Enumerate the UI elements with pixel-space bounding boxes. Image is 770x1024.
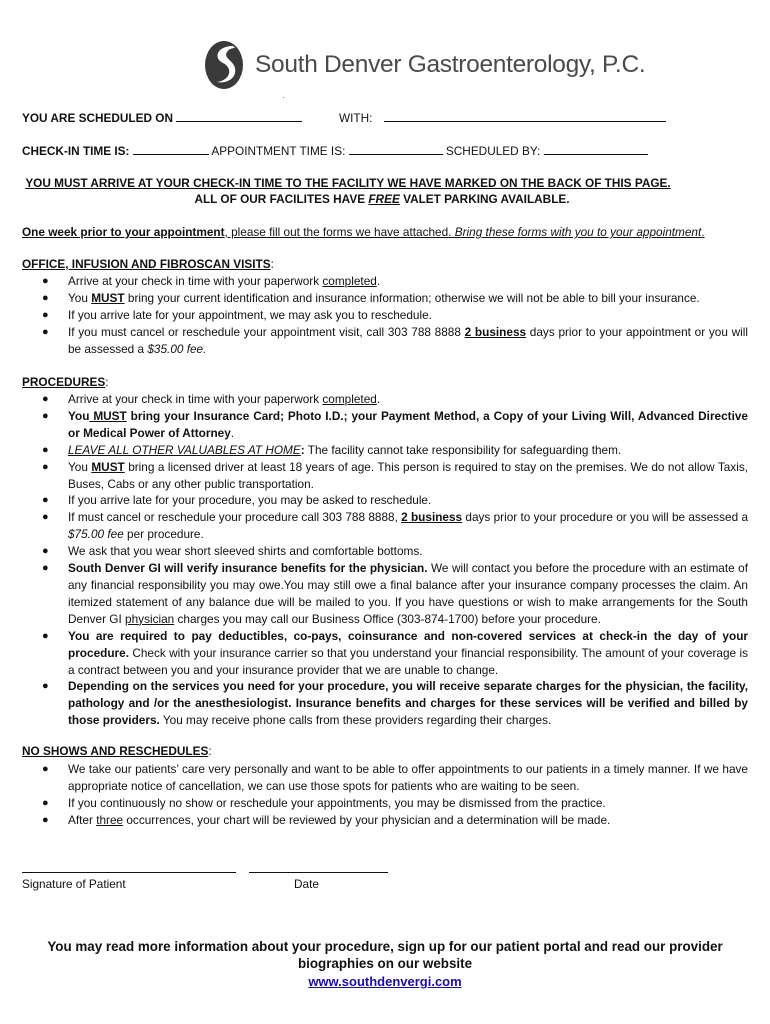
list-item: ● South Denver GI will verify insurance benefits for the physician. We will contact you before the procedure with an estimate of any financial responsibility you may owe.You may still owe a final balance after your insurance company processes the claim. An itemized statement of any balance due will be mailed to you. If you have questions or wish to make arrangements for the South Denver GI physician charges you may call our Business Office (303-874-1700) before your procedure. <box>42 561 748 626</box>
office-section-title <box>22 257 274 271</box>
list-item: ● You MUST bring a licensed driver at least 18 years of age. This person is required to stay on the premises. We do not allow Taxis, Buses, Cabs or any other public transportation. <box>42 459 748 491</box>
list-item: ● Arrive at your check in time with your paperwork completed. <box>42 392 381 406</box>
noshows-title-colon: : <box>208 744 212 758</box>
list-item: ● We ask that you wear short sleeved shirts and comfortable bottoms. <box>42 544 423 559</box>
date-line[interactable] <box>249 872 388 873</box>
procedures-list <box>22 391 748 729</box>
parking-notice-free: FREE <box>368 192 400 206</box>
noshows-list <box>22 761 748 829</box>
office-title-colon: : <box>270 257 274 271</box>
list-item: ● You MUST bring your current identification and insurance information; otherwise we will not be able to bill your insurance. <box>42 290 700 305</box>
with-label: WITH: <box>339 111 373 125</box>
website-link[interactable]: www.southdenvergi.com <box>308 974 462 989</box>
scheduled-on-row <box>22 110 302 125</box>
parking-notice <box>0 192 767 206</box>
week-prior-line <box>22 225 705 239</box>
list-item: ● Depending on the services you need for your procedure, you will receive separate charges for the physician, the facility, pathology and /or the anesthesiologist. Insurance benefits and charges for these services will be verified and billed by those providers. You may receive phone calls from these providers regarding their charges. <box>42 679 748 728</box>
checkin-label: CHECK-IN TIME IS: <box>22 144 130 158</box>
parking-notice-b: VALET PARKING AVAILABLE. <box>399 192 570 206</box>
footer-message: You may read more information about your procedure, sign up for our patient portal and read our provider biographies on our website <box>47 939 723 971</box>
week-prior-middle: , please fill out the forms we have attached. <box>224 225 455 239</box>
week-prior-end: . <box>701 225 705 239</box>
mark: . <box>282 90 285 100</box>
list-item: ● If you arrive late for your procedure, you may be asked to reschedule. <box>42 493 432 508</box>
list-item: ● If you must cancel or reschedule your appointment visit, call 303 788 8888 2 business days prior to your appointment or you will be assessed a $35.00 fee. <box>42 324 748 356</box>
procedures-section-title <box>22 375 109 389</box>
list-item: ● You MUST bring your Insurance Card; Photo I.D.; your Payment Method, a Copy of your Living Will, Advanced Directive or Medical Power of Attorney. <box>42 408 748 440</box>
scheduled-on-label: YOU ARE SCHEDULED ON <box>22 111 173 125</box>
patient-signature-line[interactable] <box>22 872 236 873</box>
appointment-field[interactable] <box>349 143 443 155</box>
patient-signature-label: Signature of Patient <box>22 877 126 891</box>
list-item: ● If must cancel or reschedule your procedure call 303 788 8888, 2 business days prior to your procedure or you will be assessed a $75.00 fee per procedure. <box>42 510 749 542</box>
list-item: ● You are required to pay deductibles, co-pays, coinsurance and non-covered services at check-in the day of your procedure. Check with your insurance carrier so that you understand your financial responsibility. The amount of your coverage is a contract between you and your insurance provider that we are unable to change. <box>42 628 748 677</box>
week-prior-lead: One week prior to your appointment <box>22 225 225 239</box>
times-row <box>22 143 648 158</box>
scheduled-on-field[interactable] <box>176 110 302 122</box>
with-field[interactable] <box>384 110 666 122</box>
arrive-notice: YOU MUST ARRIVE AT YOUR CHECK-IN TIME TO THE FACILITY WE HAVE MARKED ON THE BACK OF THIS PAGE. <box>25 176 671 190</box>
list-item: ● If you continuously no show or reschedule your appointments, you may be dismissed from the practice. <box>42 795 606 810</box>
procedures-title-text: PROCEDURES <box>22 375 106 389</box>
office-title-text: OFFICE, INFUSION AND FIBROSCAN VISITS <box>22 257 271 271</box>
logo-mark-icon <box>203 38 249 92</box>
appointment-label: APPOINTMENT TIME IS: <box>211 144 346 158</box>
parking-notice-a: ALL OF OUR FACILITES HAVE <box>194 192 369 206</box>
checkin-field[interactable] <box>133 143 209 155</box>
office-list <box>22 273 748 358</box>
list-item: ● We take our patients’ care very personally and want to be able to offer appointments to our patients in a timely manner. If we have appropriate notice of cancellation, we can use those spots for patients who are waiting to be seen. <box>42 762 748 793</box>
week-prior-tail: Bring these forms with you to your appointment <box>454 225 702 239</box>
scheduled-by-label: SCHEDULED BY: <box>445 144 541 158</box>
scheduled-by-field[interactable] <box>544 143 648 155</box>
logo <box>203 38 646 93</box>
with-row <box>339 110 666 125</box>
noshows-title-text: NO SHOWS AND RESCHEDULES <box>22 744 209 758</box>
logo-text: South Denver Gastroenterology, P.C. <box>255 51 646 78</box>
list-item: ● If you arrive late for your appointment, we may ask you to reschedule. <box>42 307 432 322</box>
list-item: ● After three occurrences, your chart will be reviewed by your physician and a determination will be made. <box>42 812 611 827</box>
procedures-title-colon: : <box>105 375 109 389</box>
date-label: Date <box>294 877 319 891</box>
list-item: ● Arrive at your check in time with your paperwork completed. <box>42 274 381 288</box>
list-item: ● LEAVE ALL OTHER VALUABLES AT HOME: The facility cannot take responsibility for safeguarding them. <box>42 442 622 457</box>
noshows-section-title <box>22 744 212 758</box>
